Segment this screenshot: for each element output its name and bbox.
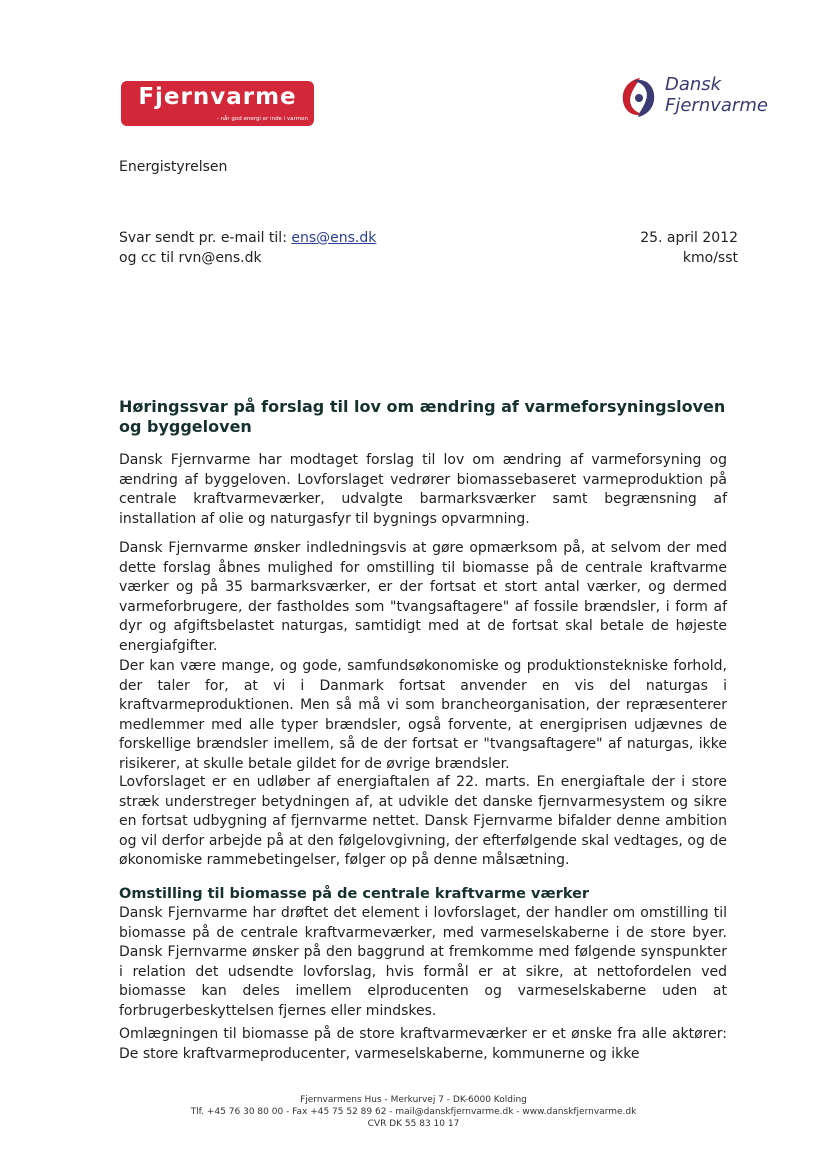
- fjernvarme-tagline: - når god energi er inde i varmen: [216, 116, 308, 122]
- recipient: Energistyrelsen: [119, 159, 228, 175]
- paragraph-4: Lovforslaget er en udløber af energiaftalen af 22. marts. En energiaftale der i store stræk understreger betydningen af, at udvikle det danske fjernvarmesystem og sikre en fortsat udbygning af fjernvarme nettet. Dansk Fjernvarme bifalder denne ambition og vil derfor arbejde på at den følgelovgivning, der efterfølgende skal vedtages, og de økonomiske rammebetingelser, følger op på denne målsætning.: [119, 774, 727, 868]
- address-prefix: Svar sendt pr. e-mail til:: [119, 230, 292, 246]
- paragraph-1: Dansk Fjernvarme har modtaget forslag til lov om ændring af varmeforsyning og ændring af byggeloven. Lovforslaget vedrører biomassebaseret varmeproduktion på centrale kraftvarmeværker, udvalgte barmarksværker samt begrænsning af installation af olie og naturgasfyr til bygnings opvarmning.: [119, 452, 727, 527]
- logo-line-dansk: Dansk: [665, 74, 722, 95]
- fjernvarme-wordmark: Fjernvarme: [138, 84, 297, 110]
- footer-cvr: CVR DK 55 83 10 17: [367, 1119, 460, 1129]
- date-block: [640, 229, 738, 268]
- address-block: [119, 229, 376, 268]
- section-paragraph-2: Omlægningen til biomasse på de store kraftvarmeværker er et ønske fra alle aktører: De store kraftvarmeproducenter, varmeselskaberne, kommunerne og ikke: [119, 1026, 727, 1062]
- dansk-fjernvarme-logo: [618, 72, 768, 122]
- address-line-1: [119, 229, 376, 249]
- letter-heading: Høringssvar på forslag til lov om ændring af varmeforsyningsloven og byggeloven: [119, 397, 726, 436]
- letter-date: 25. april 2012: [640, 230, 738, 246]
- email-link[interactable]: ens@ens.dk: [291, 230, 377, 246]
- dansk-fjernvarme-name: [665, 74, 768, 116]
- footer-address: Fjernvarmens Hus - Merkurvej 7 - DK-6000 Kolding: [300, 1095, 527, 1105]
- letter-reference: kmo/sst: [682, 249, 738, 266]
- paragraph-2: Dansk Fjernvarme ønsker indledningsvis at gøre opmærksom på, at selvom der med dette forslag åbnes mulighed for omstilling til biomasse på de centrale kraftvarme værker og på 35 barmarksværker, er der fortsat et stort antal værker, og dermed varmeforbrugere, der fastholdes som "tvangsaftagere" af fossile brændsler, i form af dyr og afgiftsbelastet naturgas, samtidigt med at de fortsat skal betale de højeste energiafgifter.: [119, 540, 727, 654]
- fjernvarme-logo: [121, 81, 314, 126]
- section-heading: Omstilling til biomasse på de centrale kraftvarme værker: [119, 886, 590, 902]
- logo-line-fjernvarme: Fjernvarme: [665, 95, 768, 116]
- footer-contact: Tlf. +45 76 30 80 00 - Fax +45 75 52 89 62 - mail@danskfjernvarme.dk - www.danskfjernvarme.dk: [190, 1107, 637, 1117]
- section-paragraph-1: Dansk Fjernvarme har drøftet det element i lovforslaget, der handler om omstilling til biomasse på de centrale kraftvarmeværker, med varmeselskaberne i de store byer. Dansk Fjernvarme ønsker på den baggrund at fremkomme med følgende synspunkter i relation det udsendte lovforslag, hvis formål er at sikre, at nettofordelen ved biomasse kan deles imellem elproducenten og varmeselskaberne uden at forbrugerbeskyttelsen fjernes eller mindskes.: [119, 905, 727, 1019]
- swirl-logo-icon: [618, 75, 658, 119]
- paragraph-3: Der kan være mange, og gode, samfundsøkonomiske og produktionstekniske forhold, der taler for, at vi i Danmark fortsat anvender en vis del naturgas i kraftvarmeproduktionen. Men så må vi som brancheorganisation, der repræsenterer medlemmer med alle typer brændsler, også forvente, at energiprisen udjævnes de forskellige brændsler imellem, så de der fortsat er "tvangsaftagere" af naturgas, ikke risikerer, at skulle betale gildet for de øvrige brændsler.: [119, 658, 727, 772]
- letter-footer: [0, 1094, 827, 1130]
- address-line-2: og cc til rvn@ens.dk: [119, 249, 262, 266]
